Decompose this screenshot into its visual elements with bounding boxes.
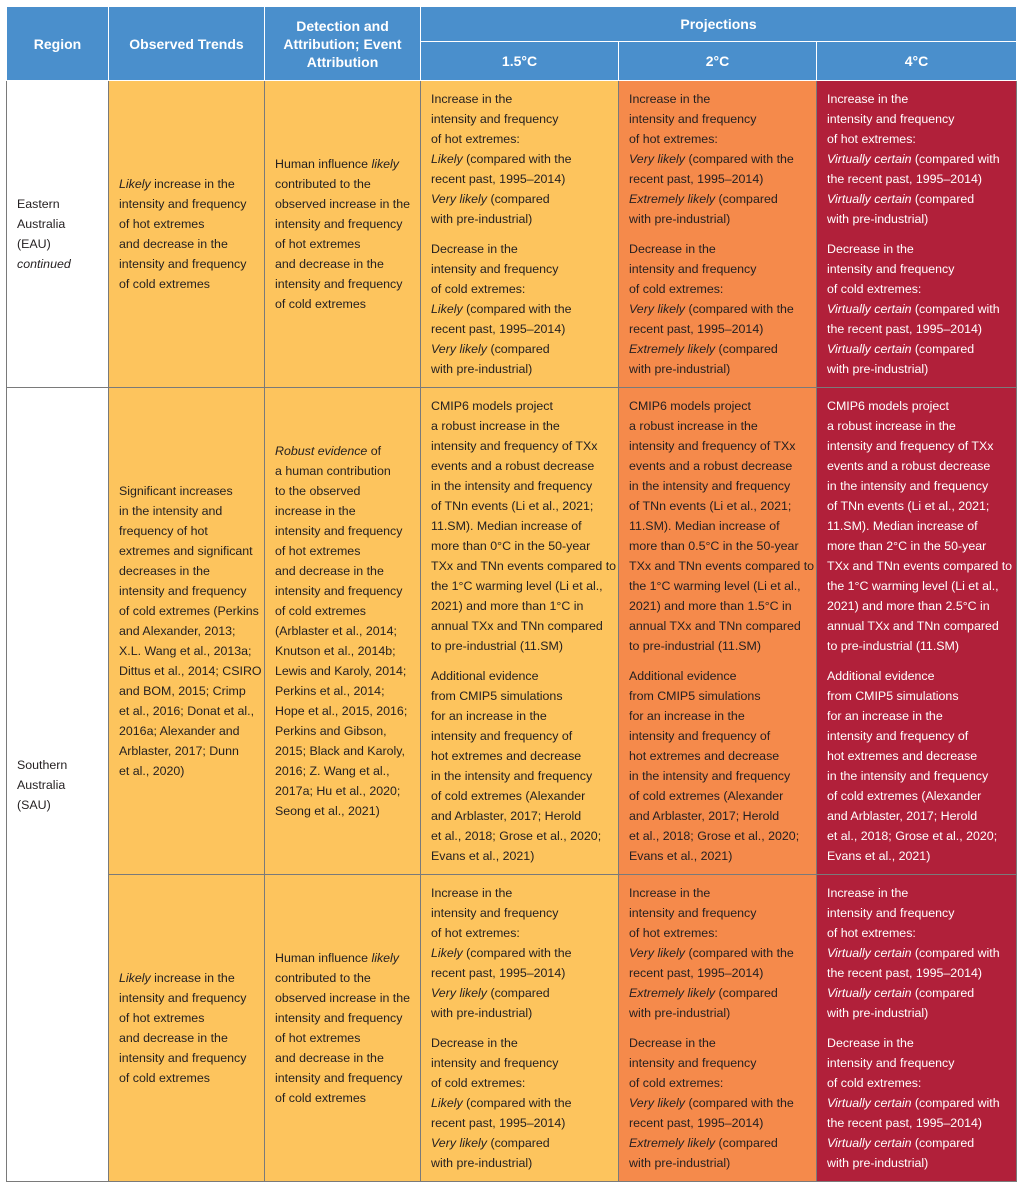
text-line: intensity and frequency bbox=[275, 277, 403, 291]
table-row-sau-likelihood bbox=[7, 875, 1017, 1182]
text-line: recent past, 1995–2014) bbox=[629, 172, 764, 186]
likelihood-term: Likely bbox=[431, 152, 463, 166]
text-line: and Arblaster, 2017; Herold bbox=[827, 809, 978, 823]
likelihood-term: likely bbox=[371, 157, 399, 171]
text-line: of cold extremes bbox=[119, 1071, 210, 1085]
text-line: and Alexander, 2013; bbox=[119, 624, 236, 638]
text-line: 11.SM). Median increase of bbox=[629, 519, 780, 533]
text-line: in the intensity and frequency bbox=[629, 479, 791, 493]
text-line: TXx and TNn events compared to bbox=[431, 559, 617, 573]
text-line: 2021) and more than 1.5°C in bbox=[629, 599, 792, 613]
text-line: frequency of hot bbox=[119, 524, 208, 538]
text-line: intensity and frequency bbox=[431, 906, 559, 920]
text-line: with pre-industrial) bbox=[827, 1156, 929, 1170]
text-line: intensity and frequency bbox=[827, 1056, 955, 1070]
text-line: and decrease in the bbox=[119, 1031, 228, 1045]
text-line: Hope et al., 2015, 2016; bbox=[275, 704, 408, 718]
text-line: Increase in the bbox=[629, 92, 711, 106]
text-line: CMIP6 models project bbox=[629, 399, 751, 413]
text-line: Decrease in the bbox=[827, 242, 914, 256]
observed-trends-cell bbox=[109, 81, 265, 388]
text-line: Increase in the bbox=[629, 886, 711, 900]
text-line: 2015; Black and Karoly, bbox=[275, 744, 405, 758]
text-line: Additional evidence bbox=[431, 669, 539, 683]
text-line: the 1°C warming level (Li et al., bbox=[827, 579, 999, 593]
text-line: TXx and TNn events compared to bbox=[629, 559, 815, 573]
text-line: annual TXx and TNn compared bbox=[827, 619, 999, 633]
text-line: intensity and frequency bbox=[827, 906, 955, 920]
text-line: with pre-industrial) bbox=[629, 212, 731, 226]
text-span: (compared with the bbox=[462, 946, 572, 960]
text-line: a robust increase in the bbox=[431, 419, 560, 433]
region-label: (EAU) bbox=[17, 237, 51, 251]
text-line: intensity and frequency of TXx bbox=[431, 439, 598, 453]
region-cell-eau bbox=[7, 81, 109, 388]
text-line: decreases in the bbox=[119, 564, 210, 578]
likelihood-term: Virtually certain bbox=[827, 302, 912, 316]
text-line: Decrease in the bbox=[827, 1036, 914, 1050]
likelihood-term: Extremely likely bbox=[629, 1136, 716, 1150]
likelihood-term: Very likely bbox=[431, 192, 487, 206]
text-line: of TNn events (Li et al., 2021; bbox=[431, 499, 594, 513]
text-line: 2016a; Alexander and bbox=[119, 724, 240, 738]
header-2c: 2°C bbox=[619, 42, 817, 81]
likelihood-term: Very likely bbox=[629, 1096, 685, 1110]
text-line: hot extremes and decrease bbox=[629, 749, 780, 763]
text-line: events and a robust decrease bbox=[827, 459, 991, 473]
text-line: intensity and frequency bbox=[119, 584, 247, 598]
likelihood-term: Virtually certain bbox=[827, 1096, 912, 1110]
text-span: (compared bbox=[715, 1136, 778, 1150]
detection-attribution-cell bbox=[265, 875, 421, 1182]
text-line: intensity and frequency bbox=[119, 991, 247, 1005]
text-line: the recent past, 1995–2014) bbox=[827, 172, 982, 186]
text-span: increase in the bbox=[150, 177, 235, 191]
text-line: Perkins et al., 2014; bbox=[275, 684, 385, 698]
text-line: of TNn events (Li et al., 2021; bbox=[827, 499, 990, 513]
text-line: recent past, 1995–2014) bbox=[431, 172, 566, 186]
text-line: intensity and frequency bbox=[431, 1056, 559, 1070]
text-line: of cold extremes: bbox=[431, 282, 526, 296]
region-label: Southern bbox=[17, 757, 68, 772]
header-detection-attribution bbox=[265, 7, 421, 81]
text-line: of hot extremes bbox=[119, 217, 205, 231]
text-line: of cold extremes: bbox=[629, 282, 724, 296]
text-line: et al., 2018; Grose et al., 2020; bbox=[629, 829, 800, 843]
text-line: hot extremes and decrease bbox=[827, 749, 978, 763]
likelihood-term: Very likely bbox=[431, 1136, 487, 1150]
text-line: intensity and frequency bbox=[629, 262, 757, 276]
likelihood-term: likely bbox=[371, 951, 399, 965]
table-row-eau bbox=[7, 81, 1017, 388]
observed-trends-cell bbox=[109, 875, 265, 1182]
text-line: in the intensity and frequency bbox=[629, 769, 791, 783]
text-span: increase in the bbox=[150, 971, 235, 985]
header-region: Region bbox=[7, 7, 109, 81]
text-line: Evans et al., 2021) bbox=[431, 849, 535, 863]
text-line: recent past, 1995–2014) bbox=[629, 1116, 764, 1130]
text-line: CMIP6 models project bbox=[431, 399, 553, 413]
text-line: intensity and frequency bbox=[119, 197, 247, 211]
text-span: (compared bbox=[911, 342, 975, 356]
text-line: intensity and frequency bbox=[119, 1051, 247, 1065]
text-span: (compared bbox=[715, 192, 778, 206]
text-line: intensity and frequency bbox=[431, 262, 559, 276]
likelihood-term: Likely bbox=[431, 946, 463, 960]
text-line: 2017a; Hu et al., 2020; bbox=[275, 784, 401, 798]
text-span: (compared with the bbox=[685, 1096, 794, 1110]
text-line: from CMIP5 simulations bbox=[827, 689, 959, 703]
text-line: intensity and frequency bbox=[275, 217, 403, 231]
table-row-sau bbox=[7, 388, 1017, 875]
likelihood-term: Virtually certain bbox=[827, 192, 912, 206]
text-line: intensity and frequency bbox=[275, 1071, 403, 1085]
text-line: TXx and TNn events compared to bbox=[827, 559, 1013, 573]
text-line: intensity and frequency bbox=[629, 906, 757, 920]
text-line: et al., 2020) bbox=[119, 764, 185, 778]
text-line: and decrease in the bbox=[119, 237, 228, 251]
text-line: intensity and frequency bbox=[629, 112, 757, 126]
text-line: of cold extremes bbox=[275, 604, 366, 618]
projection-1-5c-cell bbox=[421, 81, 619, 388]
text-line: and decrease in the bbox=[275, 257, 384, 271]
text-line: Knutson et al., 2014b; bbox=[275, 644, 396, 658]
projection-1-5c-cell bbox=[421, 875, 619, 1182]
header-observed-trends: Observed Trends bbox=[109, 7, 265, 81]
text-line: 2016; Z. Wang et al., bbox=[275, 764, 390, 778]
text-line: to pre-industrial (11.SM) bbox=[431, 639, 563, 653]
text-line: Increase in the bbox=[431, 92, 513, 106]
header-detection-line: Detection and bbox=[296, 17, 389, 34]
text-line: intensity and frequency bbox=[275, 584, 403, 598]
text-line: Lewis and Karoly, 2014; bbox=[275, 664, 407, 678]
text-line: with pre-industrial) bbox=[431, 362, 533, 376]
likelihood-term: Virtually certain bbox=[827, 152, 912, 166]
text-line: intensity and frequency bbox=[629, 1056, 757, 1070]
text-line: of hot extremes bbox=[275, 544, 361, 558]
detection-attribution-cell bbox=[265, 81, 421, 388]
projection-4c-cell bbox=[817, 875, 1017, 1182]
likelihood-term: Likely bbox=[431, 1096, 463, 1110]
text-line: Arblaster, 2017; Dunn bbox=[119, 744, 239, 758]
text-line: in the intensity and frequency bbox=[827, 479, 989, 493]
text-line: events and a robust decrease bbox=[629, 459, 793, 473]
likelihood-term: Extremely likely bbox=[629, 192, 716, 206]
text-span: (compared with the bbox=[462, 302, 572, 316]
text-line: of cold extremes: bbox=[431, 1076, 526, 1090]
text-line: intensity and frequency of bbox=[629, 729, 771, 743]
text-line: with pre-industrial) bbox=[827, 362, 929, 376]
text-line: and decrease in the bbox=[275, 1051, 384, 1065]
text-line: in the intensity and bbox=[119, 504, 223, 518]
text-span: (compared with bbox=[911, 1096, 1000, 1110]
text-span: (compared with the bbox=[685, 946, 794, 960]
text-line: intensity and frequency bbox=[431, 112, 559, 126]
text-line: with pre-industrial) bbox=[629, 362, 731, 376]
text-line: more than 2°C in the 50-year bbox=[827, 539, 987, 553]
text-line: of cold extremes: bbox=[629, 1076, 724, 1090]
text-line: with pre-industrial) bbox=[629, 1156, 731, 1170]
text-line: increase in the bbox=[275, 504, 356, 518]
text-line: Decrease in the bbox=[431, 242, 518, 256]
likelihood-term: Virtually certain bbox=[827, 986, 912, 1000]
likelihood-term: Likely bbox=[431, 302, 463, 316]
text-line: Decrease in the bbox=[629, 242, 716, 256]
text-span: (compared bbox=[487, 1136, 550, 1150]
text-line: 11.SM). Median increase of bbox=[827, 519, 978, 533]
text-line: Perkins and Gibson, bbox=[275, 724, 387, 738]
text-line: from CMIP5 simulations bbox=[431, 689, 563, 703]
likelihood-term: Very likely bbox=[629, 152, 685, 166]
text-line: recent past, 1995–2014) bbox=[431, 1116, 566, 1130]
text-line: annual TXx and TNn compared bbox=[431, 619, 603, 633]
region-label: Australia bbox=[17, 777, 66, 792]
text-span: (compared with bbox=[911, 152, 1000, 166]
text-line: of hot extremes: bbox=[827, 132, 916, 146]
text-line: annual TXx and TNn compared bbox=[629, 619, 801, 633]
text-line: for an increase in the bbox=[431, 709, 547, 723]
projection-1-5c-cell bbox=[421, 388, 619, 875]
projection-2c-cell bbox=[619, 388, 817, 875]
text-line: intensity and frequency bbox=[827, 262, 955, 276]
text-span: (compared bbox=[715, 342, 778, 356]
text-line: of cold extremes bbox=[119, 277, 210, 291]
text-line: the 1°C warming level (Li et al., bbox=[629, 579, 801, 593]
text-span: (compared bbox=[487, 342, 550, 356]
text-span: (compared bbox=[911, 1136, 975, 1150]
header-detection-line: Attribution; Event bbox=[283, 35, 402, 52]
likelihood-term: Virtually certain bbox=[827, 342, 912, 356]
detection-attribution-cell bbox=[265, 388, 421, 875]
text-line: of hot extremes: bbox=[629, 926, 718, 940]
text-line: contributed to the bbox=[275, 971, 371, 985]
text-line: a robust increase in the bbox=[827, 419, 956, 433]
text-span: Human influence bbox=[275, 157, 372, 171]
text-line: observed increase in the bbox=[275, 991, 411, 1005]
text-line: et al., 2018; Grose et al., 2020; bbox=[827, 829, 998, 843]
text-line: extremes and significant bbox=[119, 544, 253, 558]
text-line: to pre-industrial (11.SM) bbox=[827, 639, 959, 653]
text-line: and BOM, 2015; Crimp bbox=[119, 684, 246, 698]
region-label: Eastern bbox=[17, 197, 60, 211]
projection-4c-cell bbox=[817, 81, 1017, 388]
region-cell-sau bbox=[7, 388, 109, 1182]
text-line: of hot extremes: bbox=[431, 926, 520, 940]
text-line: of hot extremes bbox=[119, 1011, 205, 1025]
text-span: (compared with the bbox=[462, 152, 572, 166]
text-line: of hot extremes: bbox=[431, 132, 520, 146]
text-span: (compared with the bbox=[462, 1096, 572, 1110]
text-line: the 1°C warming level (Li et al., bbox=[431, 579, 603, 593]
text-line: Decrease in the bbox=[431, 1036, 518, 1050]
text-line: Increase in the bbox=[827, 886, 909, 900]
region-continued-label: continued bbox=[17, 257, 71, 271]
text-line: in the intensity and frequency bbox=[431, 769, 593, 783]
header-1-5c: 1.5°C bbox=[421, 42, 619, 81]
text-line: et al., 2018; Grose et al., 2020; bbox=[431, 829, 602, 843]
text-span: (compared with the bbox=[685, 152, 794, 166]
likelihood-term: Extremely likely bbox=[629, 342, 716, 356]
likelihood-term: Very likely bbox=[629, 302, 685, 316]
text-line: Evans et al., 2021) bbox=[827, 849, 931, 863]
text-line: of TNn events (Li et al., 2021; bbox=[629, 499, 792, 513]
observed-trends-cell bbox=[109, 388, 265, 875]
header-detection-line: Attribution bbox=[306, 53, 379, 70]
region-label: (SAU) bbox=[17, 797, 51, 812]
text-line: and Arblaster, 2017; Herold bbox=[431, 809, 582, 823]
text-line: intensity and frequency bbox=[827, 112, 955, 126]
text-line: of cold extremes (Alexander bbox=[629, 789, 784, 803]
text-line: Increase in the bbox=[827, 92, 909, 106]
text-line: Dittus et al., 2014; CSIRO bbox=[119, 664, 262, 678]
text-line: the recent past, 1995–2014) bbox=[827, 1116, 982, 1130]
text-line: Decrease in the bbox=[629, 1036, 716, 1050]
text-span: (compared bbox=[487, 986, 550, 1000]
text-line: intensity and frequency bbox=[275, 524, 403, 538]
text-line: of cold extremes (Perkins bbox=[119, 604, 259, 618]
text-span: (compared bbox=[487, 192, 550, 206]
text-line: for an increase in the bbox=[827, 709, 943, 723]
likelihood-term: Virtually certain bbox=[827, 1136, 912, 1150]
text-line: to pre-industrial (11.SM) bbox=[629, 639, 761, 653]
text-line: of hot extremes bbox=[275, 237, 361, 251]
header-projections: Projections bbox=[421, 7, 1017, 42]
projection-4c-cell bbox=[817, 388, 1017, 875]
text-line: hot extremes and decrease bbox=[431, 749, 582, 763]
text-span: of bbox=[367, 444, 382, 458]
likelihood-term: Very likely bbox=[431, 342, 487, 356]
text-span: (compared with bbox=[911, 946, 1000, 960]
text-line: 11.SM). Median increase of bbox=[431, 519, 582, 533]
text-line: recent past, 1995–2014) bbox=[629, 966, 764, 980]
text-line: with pre-industrial) bbox=[827, 212, 929, 226]
text-line: and Arblaster, 2017; Herold bbox=[629, 809, 780, 823]
text-line: intensity and frequency of bbox=[431, 729, 573, 743]
text-span: (compared with the bbox=[685, 302, 794, 316]
text-line: intensity and frequency of TXx bbox=[827, 439, 994, 453]
text-line: Additional evidence bbox=[827, 669, 935, 683]
text-line: recent past, 1995–2014) bbox=[431, 966, 566, 980]
likelihood-term: Likely bbox=[119, 177, 151, 191]
text-line: Seong et al., 2021) bbox=[275, 804, 380, 818]
text-line: Significant increases bbox=[119, 484, 233, 498]
text-line: observed increase in the bbox=[275, 197, 411, 211]
text-line: contributed to the bbox=[275, 177, 371, 191]
text-span: Human influence bbox=[275, 951, 372, 965]
text-line: with pre-industrial) bbox=[827, 1006, 929, 1020]
text-line: of cold extremes (Alexander bbox=[827, 789, 982, 803]
text-span: (compared with bbox=[911, 302, 1000, 316]
text-line: in the intensity and frequency bbox=[431, 479, 593, 493]
text-line: (Arblaster et al., 2014; bbox=[275, 624, 397, 638]
projection-2c-cell bbox=[619, 81, 817, 388]
text-line: Additional evidence bbox=[629, 669, 737, 683]
text-line: recent past, 1995–2014) bbox=[629, 322, 764, 336]
text-line: of hot extremes: bbox=[827, 926, 916, 940]
text-line: the recent past, 1995–2014) bbox=[827, 966, 982, 980]
text-line: et al., 2016; Donat et al., bbox=[119, 704, 255, 718]
text-line: of hot extremes: bbox=[629, 132, 718, 146]
text-line: Evans et al., 2021) bbox=[629, 849, 733, 863]
text-line: intensity and frequency of TXx bbox=[629, 439, 796, 453]
text-span: (compared bbox=[715, 986, 778, 1000]
text-span: (compared bbox=[911, 192, 975, 206]
text-line: the recent past, 1995–2014) bbox=[827, 322, 982, 336]
region-label: Australia bbox=[17, 217, 66, 231]
text-line: of cold extremes: bbox=[827, 1076, 922, 1090]
text-line: of cold extremes (Alexander bbox=[431, 789, 586, 803]
text-line: with pre-industrial) bbox=[431, 212, 533, 226]
confidence-term: Robust evidence bbox=[275, 444, 368, 458]
likelihood-term: Likely bbox=[119, 971, 151, 985]
text-span: (compared bbox=[911, 986, 975, 1000]
text-line: CMIP6 models project bbox=[827, 399, 949, 413]
text-line: with pre-industrial) bbox=[431, 1006, 533, 1020]
text-line: a human contribution bbox=[275, 464, 391, 478]
projection-2c-cell bbox=[619, 875, 817, 1182]
text-line: to the observed bbox=[275, 484, 361, 498]
likelihood-term: Very likely bbox=[629, 946, 685, 960]
text-line: X.L. Wang et al., 2013a; bbox=[119, 644, 252, 658]
text-line: intensity and frequency bbox=[119, 257, 247, 271]
text-line: of cold extremes bbox=[275, 1091, 366, 1105]
text-line: 2021) and more than 2.5°C in bbox=[827, 599, 990, 613]
text-line: a robust increase in the bbox=[629, 419, 758, 433]
projections-table bbox=[6, 6, 1017, 1182]
text-line: more than 0°C in the 50-year bbox=[431, 539, 591, 553]
likelihood-term: Virtually certain bbox=[827, 946, 912, 960]
text-line: with pre-industrial) bbox=[431, 1156, 533, 1170]
text-line: for an increase in the bbox=[629, 709, 745, 723]
text-line: intensity and frequency bbox=[275, 1011, 403, 1025]
text-line: and decrease in the bbox=[275, 564, 384, 578]
text-line: 2021) and more than 1°C in bbox=[431, 599, 584, 613]
text-line: recent past, 1995–2014) bbox=[431, 322, 566, 336]
header-4c: 4°C bbox=[817, 42, 1017, 81]
text-line: of cold extremes: bbox=[827, 282, 922, 296]
text-line: more than 0.5°C in the 50-year bbox=[629, 539, 799, 553]
likelihood-term: Extremely likely bbox=[629, 986, 716, 1000]
text-line: Increase in the bbox=[431, 886, 513, 900]
text-line: with pre-industrial) bbox=[629, 1006, 731, 1020]
text-line: of cold extremes bbox=[275, 297, 366, 311]
text-line: in the intensity and frequency bbox=[827, 769, 989, 783]
likelihood-term: Very likely bbox=[431, 986, 487, 1000]
text-line: of hot extremes bbox=[275, 1031, 361, 1045]
text-line: from CMIP5 simulations bbox=[629, 689, 761, 703]
text-line: events and a robust decrease bbox=[431, 459, 595, 473]
text-line: intensity and frequency of bbox=[827, 729, 969, 743]
